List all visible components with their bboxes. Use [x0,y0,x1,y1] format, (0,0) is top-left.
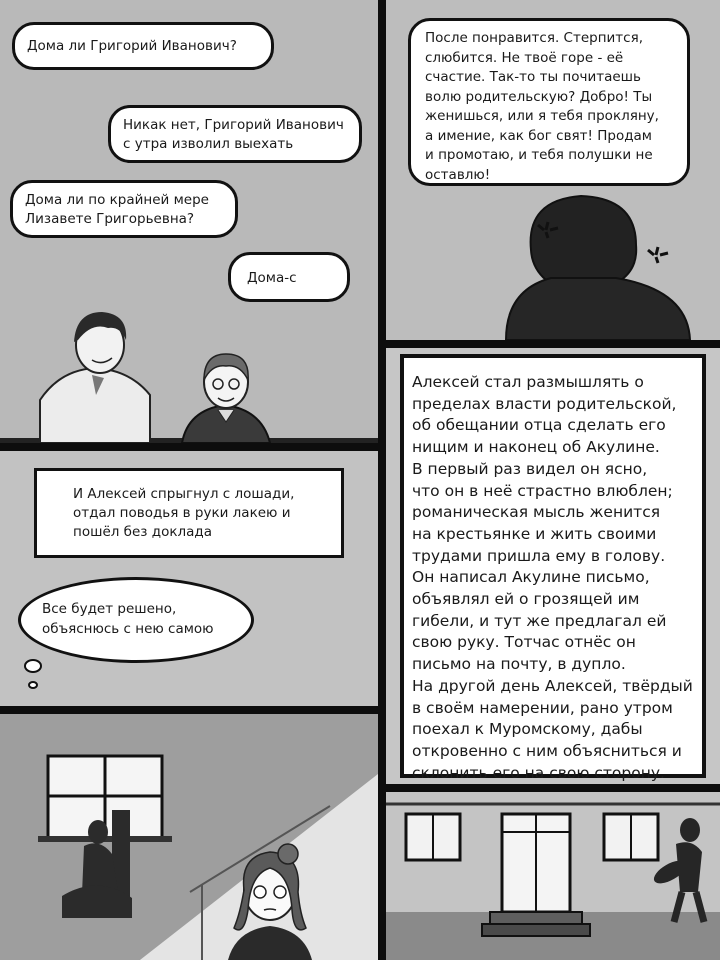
thought-text: Все будет решено, объяснюсь с нею самою [42,601,214,637]
panel-5 [0,714,378,960]
panel-1 [0,0,378,443]
panel-4 [386,348,720,784]
thought-tail-small [28,681,38,689]
father-speech-bubble: После понравится. Стерпится, слюбится. Не твоё горе - её счастие. Так-то ты почитаешь волю родительскую? Добро! Ты женишься, или я тебя прокляну, а имение, как бог свят! Продам и промотаю, и тебя полушки не оставлю! [408,18,690,186]
alexei-figure [40,312,150,443]
panel-3 [0,451,378,706]
speech-bubble-1: Дома ли Григорий Иванович? [12,22,274,70]
panel-6 [386,792,720,960]
narration-caption-long: Алексей стал размышлять о пределах власти родительской, об обещании отца сделать его нищим и наконец об Акулине. В первый раз видел он ясно, что он в неё страстно влюблен; романическая мысль женится на крестьянке и жить своими трудами пришла ему в голову. Он написал Акулине письмо, объявлял ей о грозящей им гибели, и тут же предлагал ей свою руку. Тотчас отнёс он письмо на почту, в дупло. На другой день Алексей, твёрдый в своём намерении, рано утром поехал к Муромскому, дабы откровенно с ним объясниться и склонить его на свою сторону. [400,354,706,778]
speech-bubble-4: Дома-с [228,252,350,302]
speech-bubble-3: Дома ли по крайней мере Лизавете Григорьевна? [10,180,238,238]
door-icon [502,814,570,912]
liza-room-illustration [0,714,378,960]
house-entrance-illustration [386,792,720,960]
servant-figure [182,354,270,443]
speech-bubble-2: Никак нет, Григорий Иванович с утра изволил выехать [108,105,362,163]
narration-caption-short: И Алексей спрыгнул с лошади, отдал поводья в руки лакею и пошёл без доклада [34,468,344,558]
thought-tail-large [24,659,42,673]
panel-2 [386,0,720,340]
